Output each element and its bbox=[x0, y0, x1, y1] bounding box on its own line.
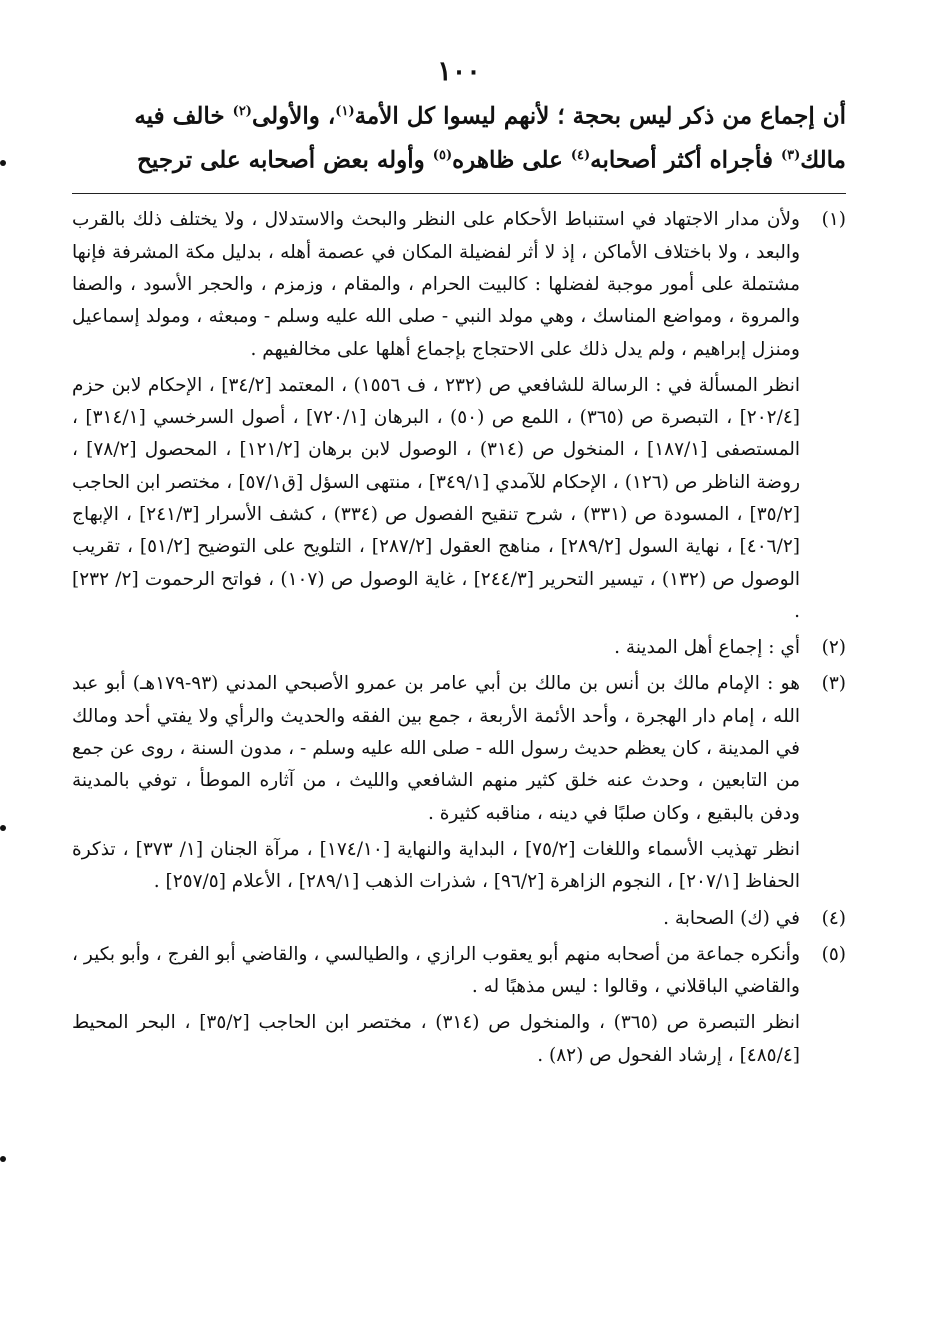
footnote-body bbox=[72, 632, 800, 664]
footnote-5 bbox=[72, 939, 846, 1072]
footnote-number: (٥) bbox=[821, 943, 846, 965]
footnote-body bbox=[72, 939, 800, 1072]
footnote-references: انظر المسألة في : الرسالة للشافعي ص (٢٣٢ ، ف ١٥٥٦) ، المعتمد [٣٤/٢] ، الإحكام لابن حزم [٢٠٢/٤] ، التبصرة ص (٣٦٥) ، اللمع ص (٥٠) ، البرهان [٧٢٠/١] ، أصول السرخسي [٣١٤/١] ، المستصفى [١٨٧/١] ، المنخول ص (٣١٤) ، الوصول لابن برهان [١٢١/٢] ، المحصول [٧٨/٢] ، روضة الناظر ص (١٢٦) ، الإحكام للآمدي [٣٤٩/١] ، منتهى السؤل [ق٥٧/١] ، مختصر ابن الحاجب [٣٥/٢] ، المسودة ص (٣٣١) ، شرح تنقيح الفصول ص (٣٣٤) ، كشف الأسرار [٢٤١/٣] ، الإبهاج [٤٠٦/٢] ، نهاية السول [٢٨٩/٢] ، مناهج العقول [٢٨٧/٢] ، التلويح على التوضيح [٥١/٢] ، تقريب الوصول ص (١٣٢) ، تيسير التحرير [٢٤٤/٣] ، غاية الوصول ص (١٠٧) ، فواتح الرحموت [٢/ ٢٣٢] . bbox=[72, 374, 801, 622]
page-content bbox=[72, 52, 846, 1076]
footnote-4 bbox=[72, 903, 846, 935]
footnote-body bbox=[72, 903, 800, 935]
footnote-number: (٣) bbox=[821, 673, 846, 695]
main-text bbox=[72, 92, 846, 179]
footnote-ref-2[interactable]: (٢) bbox=[232, 104, 252, 119]
footnote-number: (٢) bbox=[821, 637, 846, 659]
footnotes bbox=[72, 204, 846, 1072]
footnote-paragraph: هو : الإمام مالك بن أنس بن مالك بن أبي عامر بن عمرو الأصبحي المدني (٩٣-١٧٩هـ) أبو عبد الله ، إمام دار الهجرة ، وأحد الأئمة الأربعة ، جمع بين الفقه والحديث والرأي ولا يفتي أحد ومالك في المدينة ، كان يعظم حديث رسول الله - صلى الله عليه وسلم - ، مدون السنة ، روى عن جمع من التابعين ، وحدث عنه خلق كثير منهم الشافعي والليث ، من آثاره الموطأ ، توفي بالمدينة ودفن بالبقيع ، وكان صلبًا في دينه ، مناقبه كثيرة . bbox=[72, 673, 800, 824]
footnote-1 bbox=[72, 204, 846, 628]
footnote-references: انظر التبصرة ص (٣٦٥) ، والمنخول ص (٣١٤) ، مختصر ابن الحاجب [٣٥/٢] ، البحر المحيط [٤٨٥/٤] ، إرشاد الفحول ص (٨٢) . bbox=[72, 1012, 800, 1066]
main-line-2: مالك$^{(٣)}$ فأجراه أكثر أصحابه$^{(٤)}$ على ظاهره$^{(٥)}$ وأوله بعض أصحابه على ترجيح bbox=[137, 146, 846, 174]
footnote-ref-5[interactable]: (٥) bbox=[432, 147, 453, 163]
footnote-body bbox=[72, 204, 800, 628]
footnote-references: انظر تهذيب الأسماء واللغات [٧٥/٢] ، البداية والنهاية [١٧٤/١٠] ، مرآة الجنان [١/ ٣٧٣] ، تذكرة الحفاظ [٢٠٧/١] ، النجوم الزاهرة [٩٦/٢] ، شذرات الذهب [٢٨٩/١] ، الأعلام [٢٥٧/٥] . bbox=[72, 838, 800, 893]
footnote-paragraph: في (ك) الصحابة . bbox=[663, 907, 800, 929]
scan-mark bbox=[0, 1156, 6, 1162]
footnote-body bbox=[72, 668, 800, 898]
footnote-ref-4[interactable]: (٤) bbox=[570, 147, 591, 163]
footnote-3 bbox=[72, 668, 846, 898]
footnote-number: (٤) bbox=[821, 907, 846, 929]
main-line-1: أن إجماع من ذكر ليس بحجة ؛ لأنهم ليسوا كل الأمة$^{(١)}$، والأولى$^{(٢)}$ خالف فيه bbox=[134, 102, 846, 130]
footnote-ref-1[interactable]: (١) bbox=[335, 104, 355, 119]
footnote-2 bbox=[72, 632, 846, 664]
page-number: ١٠٠ bbox=[437, 56, 481, 87]
scan-mark bbox=[0, 160, 6, 166]
footnote-ref-3[interactable]: (٣) bbox=[780, 147, 801, 163]
scan-mark bbox=[0, 825, 6, 831]
footnote-paragraph: أي : إجماع أهل المدينة . bbox=[614, 637, 800, 659]
footnote-paragraph: وأنكره جماعة من أصحابه منهم أبو يعقوب الرازي ، والطيالسي ، والقاضي أبو الفرج ، وأبو بكير ، والقاضي الباقلاني ، وقالوا : ليس مذهبًا له . bbox=[72, 943, 800, 998]
footnote-number: (١) bbox=[821, 209, 846, 231]
footnote-separator bbox=[72, 193, 846, 194]
footnote-paragraph: ولأن مدار الاجتهاد في استنباط الأحكام على النظر والبحث والاستدلال ، ولا يختلف ذلك بالقرب والبعد ، ولا باختلاف الأماكن ، إذ لا أثر لفضيلة المكان في عصمة أهله ، بدليل مكة المشرفة فإنها مشتملة على أمور موجبة لفضلها : كالبيت الحرام ، والمقام ، وزمزم ، والحجر الأسود ، والصفا والمروة ، ومواضع المناسك ، وهي مولد النبي - صلى الله عليه وسلم - ومبعثه ، ومولد إسماعيل ومنزل إبراهيم ، ولم يدل ذلك على الاحتجاج بإجماع أهلها على مخالفيهم . bbox=[72, 209, 800, 360]
